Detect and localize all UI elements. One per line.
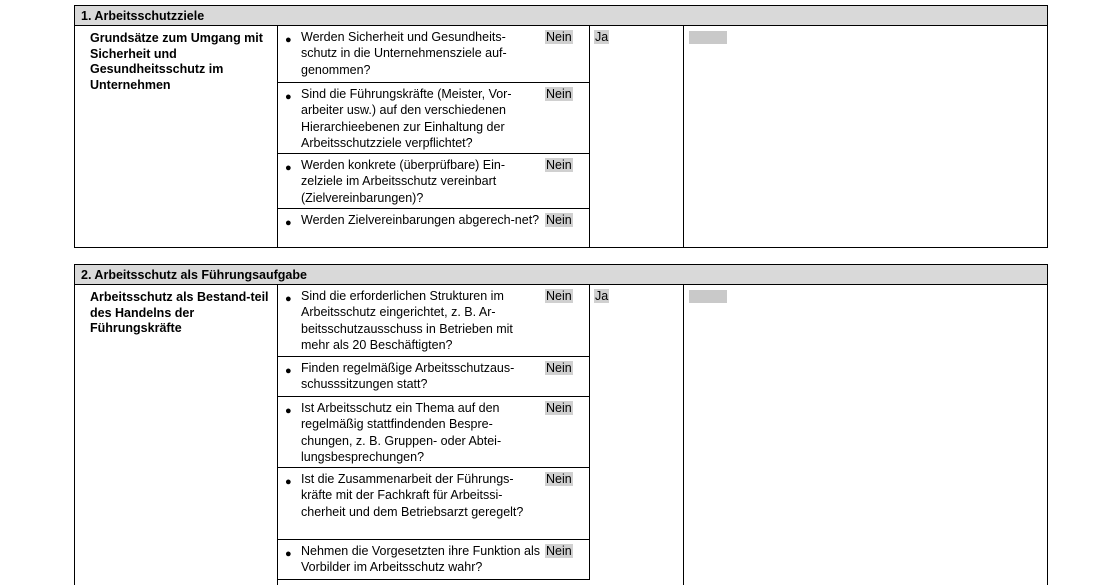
question-text: Ist Arbeitsschutz ein Thema auf den regelmäßig stattfindenden Bespre-chungen, z. B. Gruppen- oder Abtei-lungsbesprechungen? xyxy=(301,401,502,465)
question-row xyxy=(278,357,590,397)
ja-cell xyxy=(590,285,684,585)
question-text: Sind die Führungskräfte (Meister, Vor-arbeiter usw.) auf den verschiedenen Hierarchieebenen zur Einhaltung der Arbeitsschutzziele verpflichtet? xyxy=(301,87,512,151)
question-row xyxy=(278,285,590,357)
bullet-icon: ● xyxy=(285,365,292,377)
section-title: 1. Arbeitsschutzziele xyxy=(74,5,1048,26)
ja-option[interactable]: Ja xyxy=(595,289,609,303)
answer-value: Nein xyxy=(546,213,572,227)
bullet-icon: ● xyxy=(285,405,292,417)
answer-field[interactable] xyxy=(545,29,585,45)
question-text: Ist die Zusammenarbeit der Führungs-kräfte mit der Fachkraft für Arbeitssi-cherheit und dem Betriebsarzt geregelt? xyxy=(301,472,524,519)
question-row xyxy=(278,26,590,83)
bullet-icon: ● xyxy=(285,91,292,103)
question-text: Finden regelmäßige Arbeitsschutzaus-schusssitzungen statt? xyxy=(301,361,515,392)
topic-text: Arbeitsschutz als Bestand-teil des Handelns der Führungskräfte xyxy=(90,290,269,335)
question-text: Werden Zielvereinbarungen abgerech-net? xyxy=(301,213,540,227)
answer-value: Nein xyxy=(546,401,572,415)
question-row xyxy=(278,397,590,468)
answer-value: Nein xyxy=(546,544,572,558)
question-row xyxy=(278,540,590,580)
bullet-icon: ● xyxy=(285,217,292,229)
answer-value: Nein xyxy=(546,158,572,172)
bullet-icon: ● xyxy=(285,34,292,46)
question-row xyxy=(278,468,590,540)
topic-cell xyxy=(75,285,278,585)
ja-option[interactable]: Ja xyxy=(595,30,609,44)
answer-value: Nein xyxy=(546,472,572,486)
answer-value: Nein xyxy=(546,87,572,101)
answer-value: Nein xyxy=(546,30,572,44)
topic-cell xyxy=(75,26,278,247)
ja-cell xyxy=(590,26,684,247)
answer-field[interactable] xyxy=(545,157,585,173)
section-grid xyxy=(74,285,1048,585)
question-text: Nehmen die Vorgesetzten ihre Funktion als Vorbilder im Arbeitsschutz wahr? xyxy=(301,544,541,575)
question-row xyxy=(278,209,590,247)
answer-value: Nein xyxy=(546,289,572,303)
section-grid xyxy=(74,26,1048,248)
answer-field[interactable] xyxy=(545,288,585,304)
question-row xyxy=(278,154,590,209)
answer-field[interactable] xyxy=(545,86,585,102)
answer-value: Nein xyxy=(546,361,572,375)
question-row xyxy=(278,83,590,154)
bullet-icon: ● xyxy=(285,476,292,488)
topic-text: Grundsätze zum Umgang mit Sicherheit und Gesundheitsschutz im Unternehmen xyxy=(90,31,263,92)
answer-field[interactable] xyxy=(545,360,585,376)
question-text: Werden konkrete (überprüfbare) Ein-zelziele im Arbeitsschutz vereinbart (Zielvereinbarungen)? xyxy=(301,158,506,205)
notes-cell xyxy=(684,285,1047,585)
answer-field[interactable] xyxy=(545,471,585,487)
bullet-icon: ● xyxy=(285,548,292,560)
answer-field[interactable] xyxy=(545,400,585,416)
question-text: Werden Sicherheit und Gesundheits-schutz in die Unternehmensziele auf-genommen? xyxy=(301,30,507,77)
section-title: 2. Arbeitsschutz als Führungsaufgabe xyxy=(74,264,1048,285)
bullet-icon: ● xyxy=(285,162,292,174)
form-input-field[interactable] xyxy=(689,31,727,44)
answer-field[interactable] xyxy=(545,212,585,228)
answer-field[interactable] xyxy=(545,543,585,559)
bullet-icon: ● xyxy=(285,293,292,305)
notes-cell xyxy=(684,26,1047,247)
form-input-field[interactable] xyxy=(689,290,727,303)
question-text: Sind die erforderlichen Strukturen im Arbeitsschutz eingerichtet, z. B. Ar-beitsschutzausschuss in Betrieben mit mehr als 20 Beschäftigten? xyxy=(301,289,513,353)
